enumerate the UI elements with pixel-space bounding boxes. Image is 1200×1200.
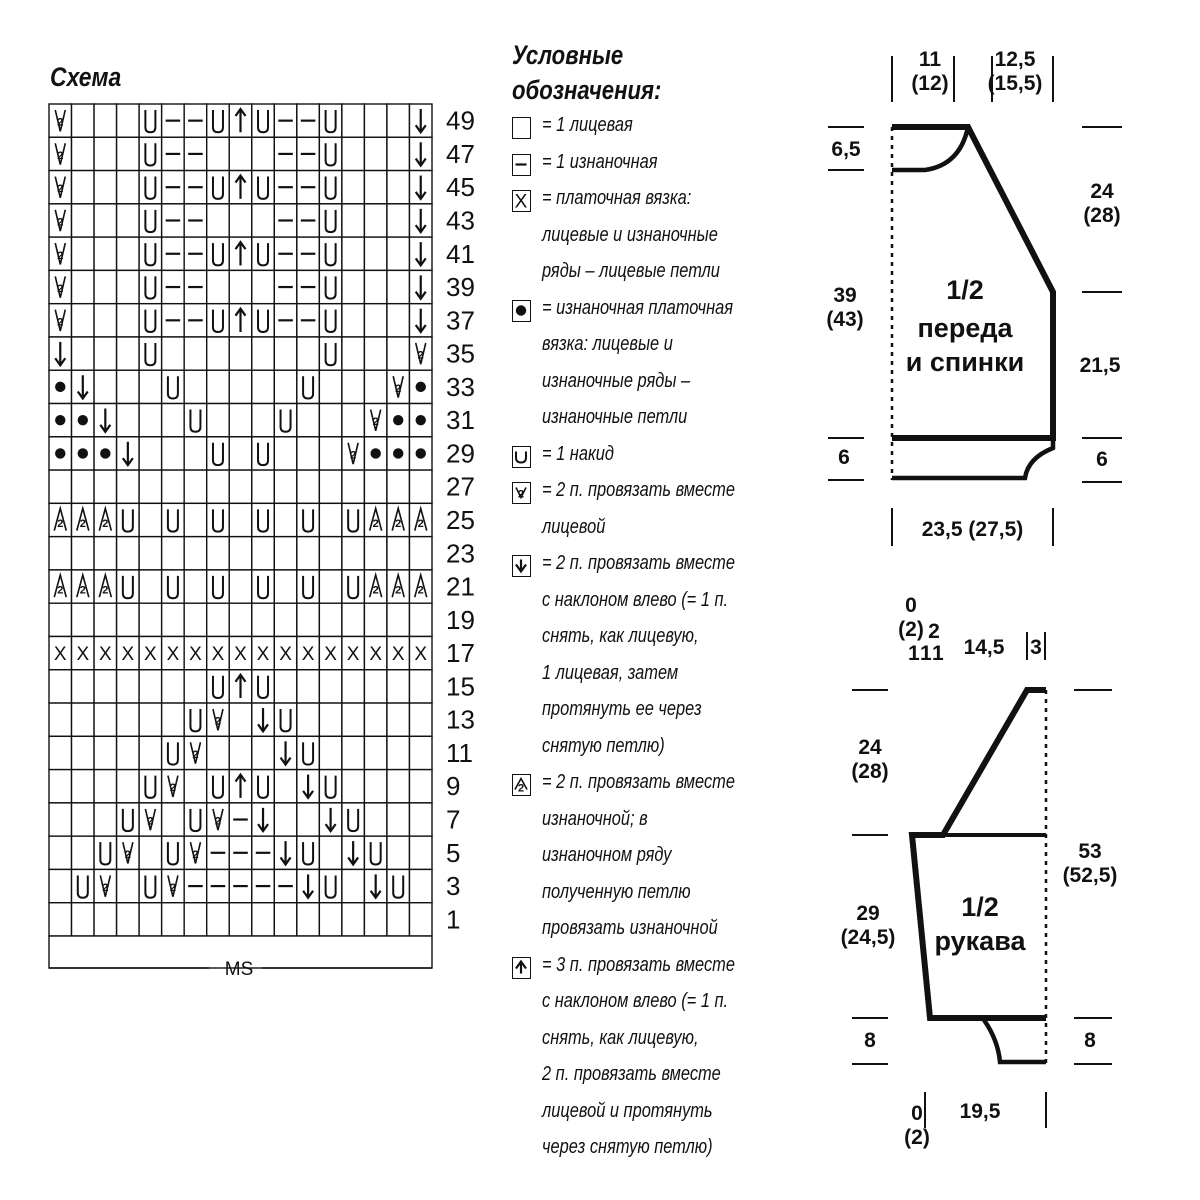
- row-number: 7: [446, 804, 461, 835]
- svg-text:2: 2: [102, 518, 109, 530]
- sleeve-cuff: [984, 1020, 1046, 1062]
- sleeve-top-width: 14,5: [963, 636, 1005, 659]
- svg-text:2: 2: [214, 815, 222, 828]
- row-number: 1: [446, 904, 461, 935]
- row-number: 31: [446, 405, 475, 436]
- front-width-dim: 23,5 (27,5): [921, 518, 1024, 541]
- row-number: 15: [446, 671, 475, 702]
- svg-text:X: X: [324, 644, 337, 666]
- sleeve-top-e: 1: [932, 642, 944, 665]
- front-back-label: [900, 275, 1030, 377]
- front-top-right-dim: [975, 48, 1055, 96]
- row-number: 25: [446, 505, 475, 535]
- sleeve-lower-value: 29: [856, 902, 880, 925]
- svg-text:2: 2: [102, 584, 109, 597]
- legend-text: изнаночные ряды –: [542, 369, 691, 392]
- legend-text: = 1 лицевая: [542, 114, 633, 136]
- sleeve-length-value: 53: [1078, 840, 1102, 863]
- sleeve-cuff-left-dim: 8: [864, 1029, 876, 1052]
- sleeve-cap-alt: (28): [851, 760, 889, 783]
- svg-text:2: 2: [350, 449, 357, 462]
- front-armhole-alt: (28): [1083, 204, 1121, 227]
- sleeve-label: [920, 892, 1040, 956]
- sleeve-bottom-a-alt: (2): [904, 1126, 930, 1149]
- row-number: 27: [446, 471, 475, 502]
- front-neck-curve: [892, 127, 968, 170]
- sleeve-cap-value: 24: [858, 736, 882, 759]
- legend-text: = 2 п. провязать вместе: [542, 771, 735, 793]
- legend-text: изнаночной; в: [542, 807, 648, 830]
- svg-text:X: X: [234, 644, 247, 666]
- legend-text: 1 лицевая, затем: [542, 661, 679, 684]
- legend-text: лицевые и изнаночные: [542, 223, 718, 246]
- legend-text: с наклоном влево (= 1 п.: [542, 990, 729, 1012]
- svg-text:X: X: [514, 191, 528, 210]
- legend-text: = 2 п. провязать вместе: [542, 552, 735, 574]
- svg-text:X: X: [121, 644, 135, 666]
- svg-text:2: 2: [169, 782, 176, 795]
- svg-text:X: X: [76, 644, 90, 666]
- sleeve-top-d: 1: [920, 642, 932, 665]
- svg-text:2: 2: [192, 848, 199, 861]
- row-number: 17: [446, 638, 475, 669]
- sleeve-lower-alt: (24,5): [840, 926, 896, 949]
- front-hem: [892, 438, 1053, 478]
- row-number: 43: [446, 205, 475, 236]
- sleeve-cuff-right-dim: 8: [1084, 1029, 1096, 1052]
- row-number: 21: [446, 571, 475, 602]
- svg-text:2: 2: [57, 283, 64, 296]
- svg-text:2: 2: [372, 416, 379, 429]
- row-number: 19: [446, 604, 475, 635]
- sleeve-top-b: 2: [928, 620, 940, 643]
- svg-text:X: X: [369, 644, 383, 666]
- front-back-label-line2: переда: [917, 313, 1013, 343]
- svg-text:2: 2: [395, 584, 402, 597]
- svg-text:2: 2: [102, 882, 109, 895]
- sleeve-label-line1: 1/2: [961, 892, 999, 922]
- front-top-left-dim: [905, 48, 955, 96]
- legend-text: = 2 п. провязать вместе: [542, 479, 735, 501]
- front-back-label-line3: и спинки: [905, 347, 1025, 377]
- legend-text: провязать изнаночной: [542, 917, 718, 939]
- sleeve-top-a-value: 0: [905, 594, 917, 617]
- svg-text:X: X: [346, 644, 360, 666]
- svg-text:2: 2: [57, 316, 64, 329]
- sleeve-lower-dim: [830, 902, 906, 950]
- legend-text: через снятую петлю): [542, 1136, 713, 1158]
- svg-text:2: 2: [395, 382, 402, 395]
- legend-text: снятую петлю): [542, 734, 665, 757]
- front-body-height-value: 39: [833, 284, 857, 307]
- legend-text: снять, как лицевую,: [542, 625, 699, 647]
- legend-text: = 3 п. провязать вместе: [542, 953, 735, 976]
- svg-text:2: 2: [192, 748, 199, 761]
- svg-text:X: X: [189, 644, 202, 666]
- row-number: 13: [446, 704, 475, 735]
- svg-text:X: X: [279, 644, 292, 666]
- front-armhole-dim: [1072, 180, 1132, 228]
- svg-text:X: X: [414, 644, 428, 666]
- legend-text: изнаночные петли: [542, 406, 688, 428]
- front-side-dim: 21,5: [1079, 354, 1121, 377]
- svg-text:X: X: [53, 644, 67, 666]
- front-back-label-line1: 1/2: [946, 275, 984, 305]
- front-neck-depth: 6,5: [831, 138, 861, 161]
- legend-text: снять, как лицевую,: [542, 1026, 699, 1049]
- sleeve-bottom-width: 19,5: [959, 1100, 1001, 1123]
- row-number: 47: [446, 138, 475, 169]
- row-number: 49: [446, 105, 475, 136]
- sleeve-cap-dim: [840, 736, 900, 784]
- row-number: 37: [446, 305, 475, 336]
- sleeve-top-a-dim: [898, 594, 924, 642]
- svg-text:2: 2: [169, 882, 176, 895]
- legend-text: с наклоном влево (= 1 п.: [542, 588, 729, 611]
- svg-text:2: 2: [147, 815, 154, 828]
- legend-text: = 1 изнаночная: [542, 150, 658, 173]
- svg-text:X: X: [144, 644, 157, 666]
- front-top-left-alt: (12): [911, 72, 949, 95]
- front-top-right-alt: (15,5): [987, 72, 1043, 95]
- sleeve-length-dim: [1055, 840, 1125, 888]
- svg-text:2: 2: [395, 518, 402, 530]
- svg-text:X: X: [166, 644, 180, 666]
- svg-text:2: 2: [57, 116, 64, 129]
- svg-text:X: X: [98, 644, 112, 666]
- svg-text:X: X: [301, 644, 315, 666]
- svg-text:2: 2: [517, 782, 525, 794]
- svg-text:2: 2: [417, 518, 424, 530]
- row-number: 33: [446, 371, 475, 402]
- row-number: 11: [446, 737, 473, 768]
- sleeve-bottom-a-value: 0: [911, 1102, 923, 1125]
- sleeve-top-c: 1: [908, 642, 920, 665]
- legend-text: полученную петлю: [542, 880, 691, 903]
- legend-text: лицевой и протянуть: [542, 1099, 713, 1122]
- legend-text: = изнаночная платочная: [542, 296, 734, 319]
- legend-text: 2 п. провязать вместе: [542, 1063, 721, 1085]
- svg-text:X: X: [391, 644, 405, 666]
- legend-text: вязка: лицевые и: [542, 333, 673, 355]
- sleeve-outline: [912, 690, 1046, 1018]
- row-number: 9: [446, 771, 461, 802]
- sleeve-length-alt: (52,5): [1062, 864, 1118, 887]
- svg-text:2: 2: [214, 715, 222, 728]
- row-number: 5: [446, 837, 461, 868]
- svg-text:2: 2: [417, 349, 424, 362]
- front-hem-right-dim: 6: [1096, 448, 1108, 471]
- legend-title-line2: обозначения:: [512, 75, 662, 105]
- svg-text:2: 2: [57, 584, 64, 597]
- legend-text: = 1 накид: [542, 442, 614, 465]
- legend-text: изнаночном ряду: [542, 844, 672, 866]
- front-hem-left-dim: 6: [838, 446, 850, 469]
- front-body-height-alt: (43): [826, 308, 864, 331]
- svg-text:X: X: [256, 644, 270, 666]
- front-top-right-value: 12,5: [994, 48, 1036, 71]
- svg-text:2: 2: [124, 848, 131, 861]
- svg-text:2: 2: [57, 183, 64, 196]
- row-number: 29: [446, 438, 475, 469]
- svg-text:X: X: [211, 644, 225, 666]
- sleeve-top-a-alt: (2): [898, 618, 924, 641]
- svg-text:2: 2: [517, 488, 525, 501]
- svg-text:2: 2: [57, 216, 64, 229]
- row-number: 45: [446, 172, 475, 203]
- ms-label: MS: [224, 959, 254, 980]
- legend-title-line1: Условные: [512, 40, 624, 70]
- front-body-height-dim: [815, 284, 875, 332]
- row-number: 3: [446, 871, 461, 902]
- legend-text: = платочная вязка:: [542, 187, 692, 209]
- svg-text:2: 2: [79, 518, 86, 530]
- legend-text: ряды – лицевые петли: [542, 260, 720, 282]
- front-top-left-value: 11: [918, 48, 942, 71]
- legend-text: лицевой: [542, 515, 606, 538]
- svg-text:2: 2: [417, 584, 424, 597]
- chart-title: Схема: [50, 62, 122, 92]
- row-number: 39: [446, 272, 475, 303]
- sleeve-bottom-a-dim: [897, 1102, 937, 1150]
- svg-text:2: 2: [79, 584, 86, 597]
- svg-text:2: 2: [57, 249, 64, 262]
- front-armhole-value: 24: [1090, 180, 1114, 203]
- row-number: 41: [446, 238, 475, 269]
- legend-text: протянуть ее через: [542, 698, 702, 720]
- sleeve-top-f: 3: [1030, 636, 1042, 659]
- row-number: 23: [446, 538, 475, 569]
- svg-text:2: 2: [372, 584, 379, 597]
- svg-text:2: 2: [57, 518, 64, 530]
- svg-text:2: 2: [57, 149, 64, 162]
- svg-text:2: 2: [372, 518, 379, 530]
- row-number: 35: [446, 338, 475, 369]
- sleeve-label-line2: рукава: [934, 926, 1026, 956]
